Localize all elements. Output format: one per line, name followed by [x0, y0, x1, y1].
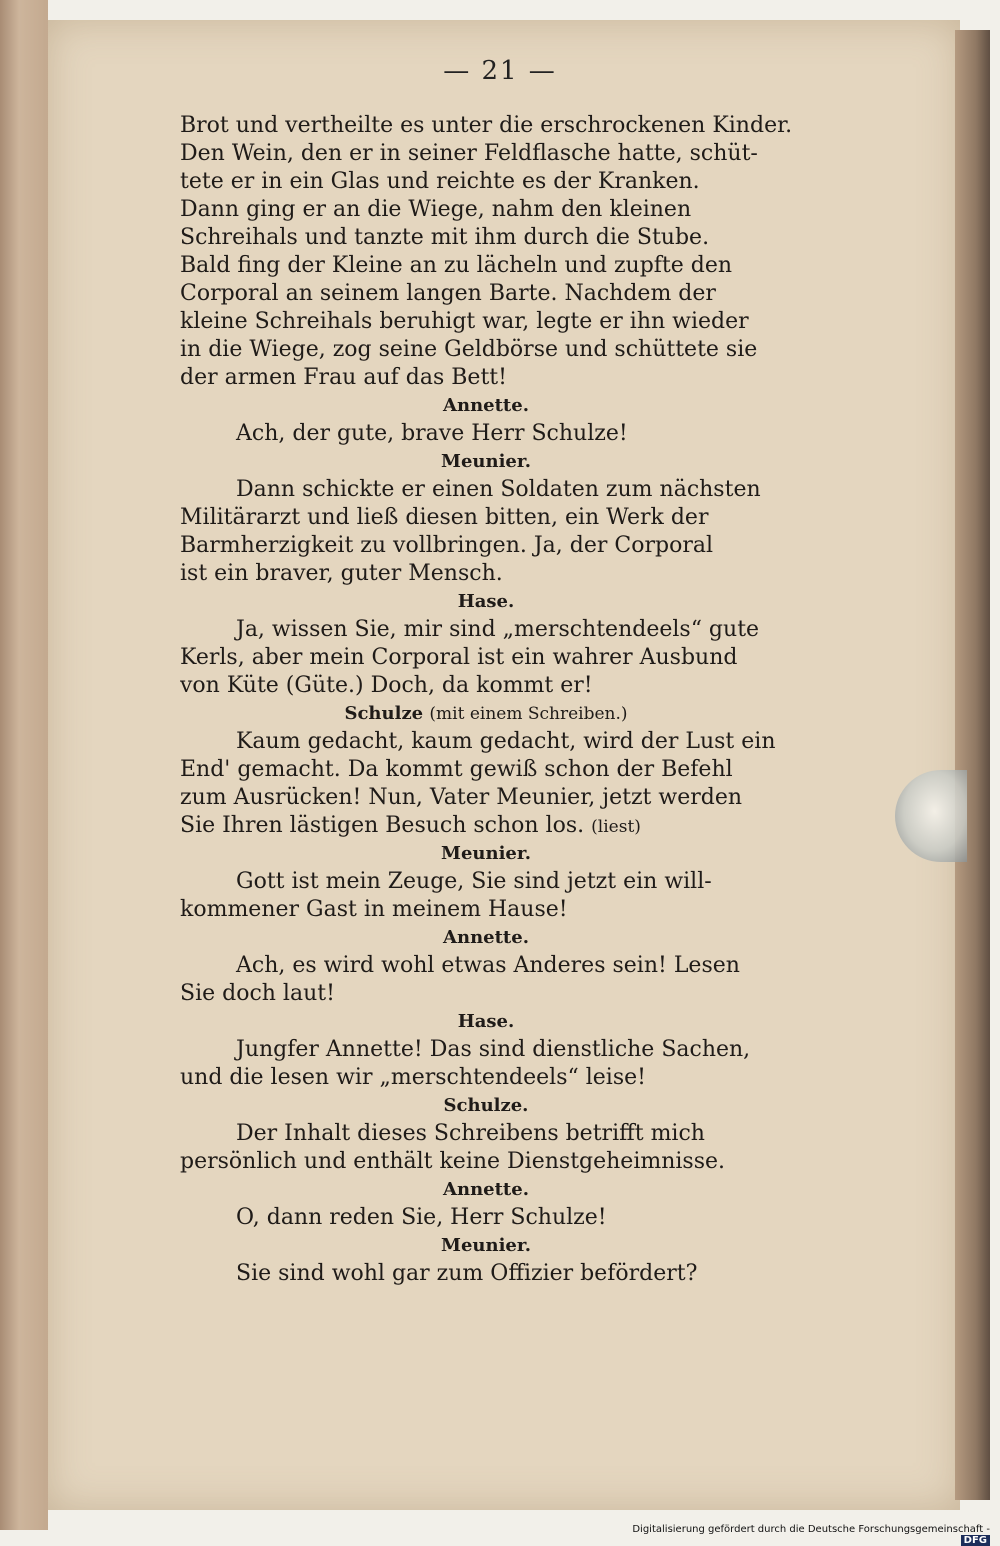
speaker-heading	[180, 700, 792, 728]
text-line: kommener Gast in meinem Hause!	[180, 897, 568, 922]
text-line: Gott ist mein Zeuge, Sie sind jetzt ein will-	[236, 869, 712, 894]
speaker-name: Annette.	[443, 395, 529, 416]
text-line: tete er in ein Glas und reichte es der Kranken.	[180, 169, 700, 194]
speaker-name: Meunier.	[441, 1235, 531, 1256]
text-line: Sie doch laut!	[180, 981, 335, 1006]
speaker-note: (mit einem Schreiben.)	[429, 704, 628, 724]
speaker-name: Annette.	[443, 927, 529, 948]
text-line: Ach, der gute, brave Herr Schulze!	[236, 421, 628, 446]
text-line: O, dann reden Sie, Herr Schulze!	[236, 1205, 607, 1230]
text-line: Kerls, aber mein Corporal ist ein wahrer Ausbund	[180, 645, 738, 670]
text-line: Dann ging er an die Wiege, nahm den kleinen	[180, 197, 692, 222]
text-line-with-stage-direction	[180, 812, 792, 840]
text-line: Der Inhalt dieses Schreibens betrifft mich	[236, 1121, 705, 1146]
footer-text: Digitalisierung gefördert durch die Deutsche Forschungsgemeinschaft -	[632, 1524, 990, 1535]
stage-direction: (liest)	[591, 817, 641, 837]
text-line: ist ein braver, guter Mensch.	[180, 561, 503, 586]
speaker-name: Annette.	[443, 1179, 529, 1200]
text-line: Militärarzt und ließ diesen bitten, ein Werk der	[180, 505, 709, 530]
book-spine-left	[0, 0, 48, 1530]
book-edge-right	[955, 30, 990, 1500]
speaker-name: Hase.	[457, 591, 515, 612]
text-line: Jungfer Annette! Das sind dienstliche Sachen,	[236, 1037, 751, 1062]
speaker-name: Schulze.	[443, 1095, 529, 1116]
text-line: kleine Schreihals beruhigt war, legte er ihn wieder	[180, 309, 749, 334]
text-line: von Küte (Güte.) Doch, da kommt er!	[180, 673, 593, 698]
speaker-name: Meunier.	[441, 451, 531, 472]
text-line: Sie sind wohl gar zum Offizier befördert?	[236, 1261, 698, 1286]
text-line: Sie Ihren lästigen Besuch schon los.	[180, 813, 585, 838]
paragraph	[180, 112, 792, 392]
page-text	[180, 112, 792, 1288]
text-line: Corporal an seinem langen Barte. Nachdem der	[180, 281, 716, 306]
text-line: zum Ausrücken! Nun, Vater Meunier, jetzt werden	[180, 785, 743, 810]
speaker-name: Meunier.	[441, 843, 531, 864]
text-line: End' gemacht. Da kommt gewiß schon der Befehl	[180, 757, 733, 782]
text-line: Barmherzigkeit zu vollbringen. Ja, der Corporal	[180, 533, 713, 558]
text-line: Ach, es wird wohl etwas Anderes sein! Lesen	[236, 953, 740, 978]
page-number: — 21 —	[443, 56, 557, 86]
text-line: Bald fing der Kleine an zu lächeln und zupfte den	[180, 253, 733, 278]
dfg-logo: DFG	[961, 1535, 990, 1546]
text-line: in die Wiege, zog seine Geldbörse und schüttete sie	[180, 337, 758, 362]
text-line: Brot und vertheilte es unter die erschrockenen Kinder.	[180, 113, 792, 138]
text-line: Kaum gedacht, kaum gedacht, wird der Lust ein	[236, 729, 776, 754]
text-line: Schreihals und tanzte mit ihm durch die Stube.	[180, 225, 710, 250]
speaker-name: Hase.	[457, 1011, 515, 1032]
speaker-name: Schulze	[344, 703, 424, 724]
text-line: Ja, wissen Sie, mir sind „merschtendeels“ gute	[236, 617, 760, 642]
text-line: und die lesen wir „merschtendeels“ leise!	[180, 1065, 646, 1090]
text-line: der armen Frau auf das Bett!	[180, 365, 507, 390]
text-line: Dann schickte er einen Soldaten zum nächsten	[236, 477, 761, 502]
text-line: Den Wein, den er in seiner Feldflasche hatte, schüt-	[180, 141, 758, 166]
text-line: persönlich und enthält keine Dienstgeheimnisse.	[180, 1149, 726, 1174]
